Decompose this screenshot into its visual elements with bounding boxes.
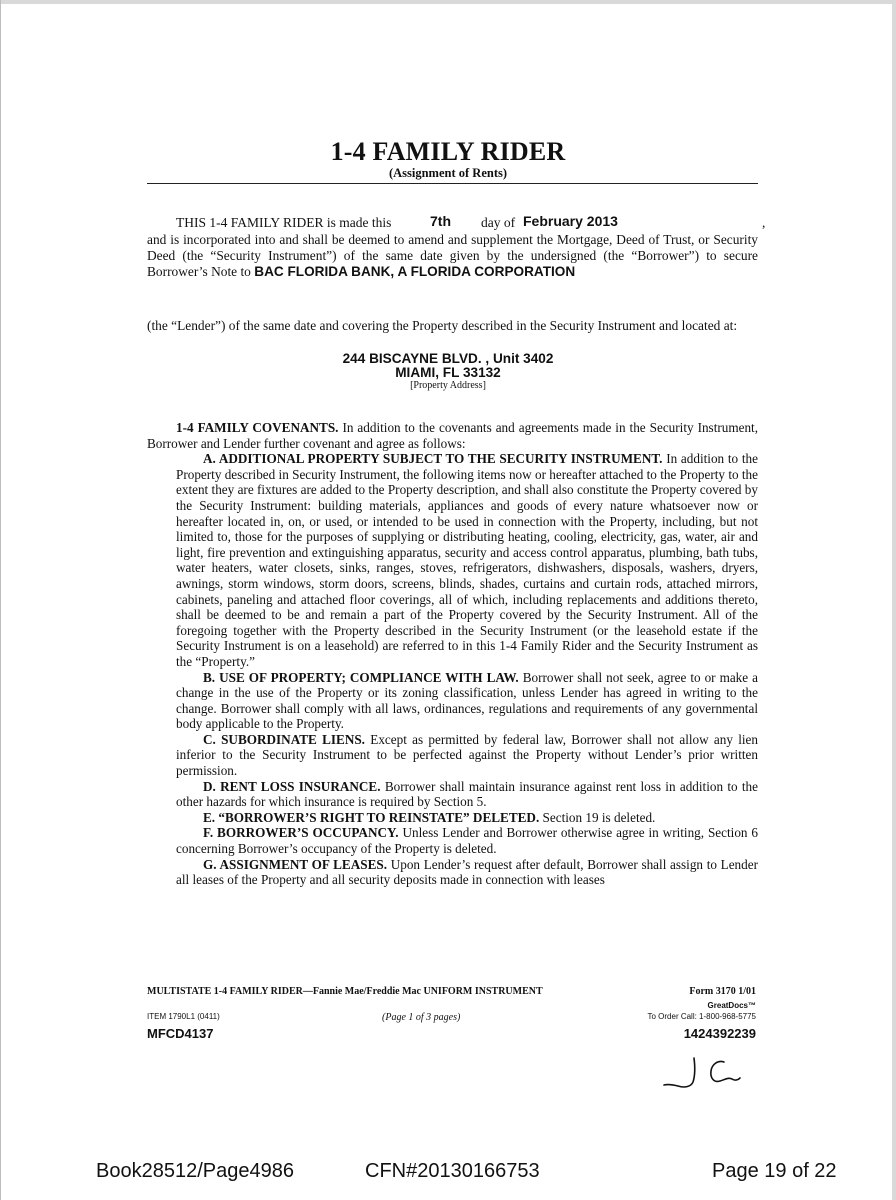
covenant-a-label: A. ADDITIONAL PROPERTY SUBJECT TO THE SECURITY INSTRUMENT. — [203, 451, 663, 467]
greatdocs-brand: GreatDocs™ — [707, 1001, 756, 1010]
address-caption: [Property Address] — [410, 380, 486, 391]
lender-name: BAC FLORIDA BANK, A FLORIDA CORPORATION — [254, 264, 576, 280]
doc-code: MFCD4137 — [147, 1026, 214, 1041]
intro-day-of: day of — [481, 215, 516, 230]
intro-text: and is incorporated into and shall be deemed to amend and supplement the Mortgage, Deed of Trust, or Security Deed (the “Security Instrument”) of the same date given by the undersigned (the “Borrower”) to secure Borrower’s Note to — [147, 232, 758, 280]
covenant-g — [147, 857, 758, 888]
covenant-g-label: G. ASSIGNMENT OF LEASES. — [203, 856, 388, 872]
address-line-2: MIAMI, FL 33132 — [395, 365, 501, 380]
page-of-pages: (Page 1 of 3 pages) — [382, 1012, 461, 1023]
document-title: 1-4 FAMILY RIDER — [330, 137, 566, 166]
intro-comma: , — [762, 215, 766, 230]
covenant-d-text: Borrower shall maintain insurance against rent loss in addition to the other hazards for which insurance is required by Section 5. — [176, 778, 759, 810]
covenant-f-text: Unless Lender and Borrower otherwise agree in writing, Section 6 concerning Borrower’s occupancy of the Property is deleted. — [176, 825, 758, 857]
order-call: To Order Call: 1-800-968-5775 — [647, 1012, 756, 1021]
covenant-d-label: D. RENT LOSS INSURANCE. — [203, 778, 381, 794]
recording-book-page: Book28512/Page4986 — [96, 1160, 294, 1182]
covenant-c-text: Except as permitted by federal law, Borrower shall not allow any lien inferior to the Security Instrument to be perfected against the Property without Lender’s prior written permission. — [176, 731, 759, 779]
covenant-b-label: B. USE OF PROPERTY; COMPLIANCE WITH LAW. — [203, 669, 519, 685]
address-line-1: 244 BISCAYNE BLVD. , Unit 3402 — [342, 351, 554, 366]
document-subtitle: (Assignment of Rents) — [388, 166, 508, 180]
covenant-a-text: In addition to the Property described in Security Instrument, the following items now or hereafter attached to the Property to the extent they are fixtures are added to the Property description, and shall also constitute the Property covered by the Security Instrument: building materials, appliances and goods of every nature whatsoever now or hereafter located in, on, or used, or intended to be used in connection with the Property, including, but not limited to, those for the purposes of supplying or distributing heating, cooling, electricity, gas, water, air and light, fire prevention and extinguishing apparatus, security and access control apparatus, plumbing, bath tubs, water heaters, water closets, sinks, ranges, stoves, refrigerators, dishwashers, disposals, washers, dryers, awnings, storm windows, storm doors, screens, blinds, shades, curtains and curtain rods, attached mirrors, cabinets, paneling and attached floor coverings, all of which, including replacements and additions thereto, shall be deemed to be and remain a part of the Property covered by the Security Instrument. All of the foregoing together with the Property described in the Security Instrument (or the leasehold estate if the Security Instrument is on a leasehold) are referred to in this 1-4 Family Rider and the Security Instrument as the “Property.” — [176, 451, 758, 669]
covenant-e-text: Section 19 is deleted. — [542, 809, 656, 825]
covenants-heading-text: In addition to the covenants and agreements made in the Security Instrument, Borrower and Lender further covenant and agree as follows: — [147, 420, 759, 451]
covenant-f — [147, 825, 758, 856]
intro-month-year: February 2013 — [523, 213, 618, 229]
lender-line — [147, 318, 758, 334]
intro-day: 7th — [430, 213, 451, 229]
covenant-d — [147, 779, 758, 810]
covenant-e-label: E. “BORROWER’S RIGHT TO REINSTATE” DELETED. — [203, 809, 540, 825]
covenant-e — [147, 810, 758, 826]
covenants-heading: 1-4 FAMILY COVENANTS. — [176, 420, 339, 435]
covenant-c — [147, 732, 758, 779]
covenants-section — [147, 420, 758, 888]
title-rule — [147, 183, 758, 184]
scan-border-top — [0, 0, 896, 4]
recording-page-count: Page 19 of 22 — [712, 1160, 837, 1182]
item-code: ITEM 1790L1 (0411) — [147, 1012, 220, 1021]
covenant-f-label: F. BORROWER’S OCCUPANCY. — [203, 825, 399, 841]
covenants-intro — [147, 420, 758, 451]
covenant-b — [147, 670, 758, 732]
loan-number: 1424392239 — [683, 1026, 756, 1041]
intro-paragraph — [147, 232, 758, 281]
covenant-c-label: C. SUBORDINATE LIENS. — [203, 731, 365, 747]
lender-line-text: (the “Lender”) of the same date and covering the Property described in the Security Instrument and located at: — [147, 318, 738, 333]
covenant-g-text: Upon Lender’s request after default, Borrower shall assign to Lender all leases of the Property and all security deposits made in connection with leases — [176, 856, 758, 888]
form-title: MULTISTATE 1-4 FAMILY RIDER—Fannie Mae/Freddie Mac UNIFORM INSTRUMENT — [147, 986, 543, 997]
covenant-a — [147, 451, 758, 669]
form-number: Form 3170 1/01 — [689, 986, 756, 997]
intro-made-this: THIS 1-4 FAMILY RIDER is made this — [176, 215, 392, 230]
recording-cfn: CFN#20130166753 — [365, 1160, 540, 1182]
borrower-initials-signature — [662, 1054, 744, 1090]
covenant-b-text: Borrower shall not seek, agree to or make a change in the use of the Property or its zoning classification, unless Lender has agreed in writing to the change. Borrower shall comply with all laws, ordinances, regulations and requirements of any governmental body applicable to the Property. — [176, 669, 758, 732]
